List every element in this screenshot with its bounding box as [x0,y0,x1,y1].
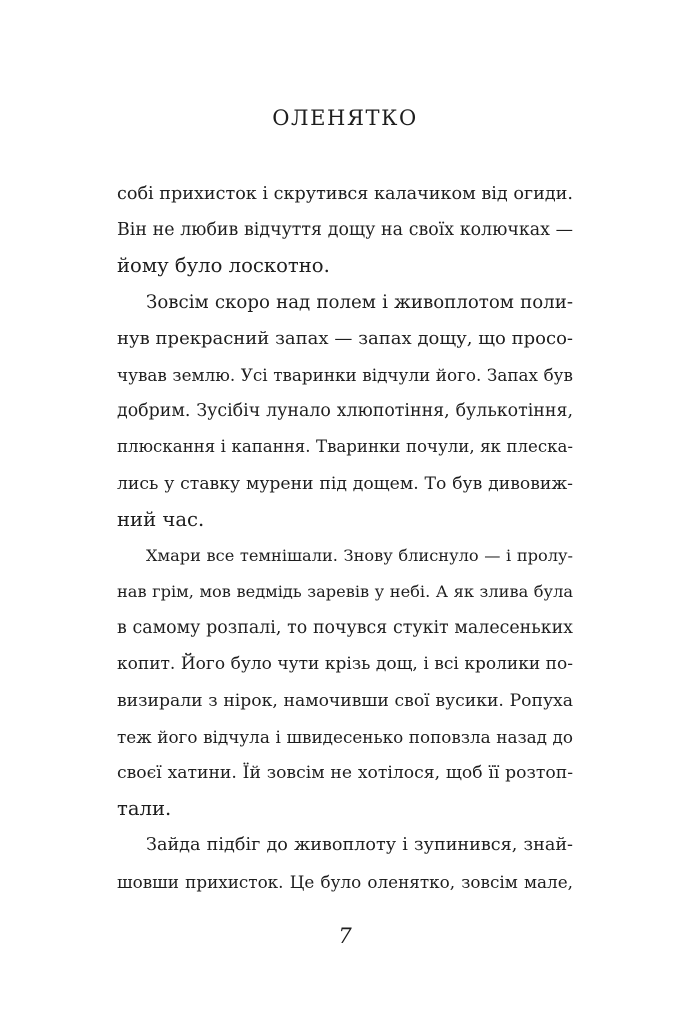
text-line: тали. [117,797,172,821]
text-line: добрим. Зусібіч лунало хлюпотіння, булькотіння, [117,401,573,422]
text-line: визирали з нірок, намочивши свої вусики. Ропуха [117,690,573,711]
text-line: теж його відчула і швидесенько поповзла назад до [117,726,573,747]
text-line: Хмари все темнішали. Знову блиснуло — і пролу- [146,545,573,565]
text-line: плюскання і капання. Тваринки почули, як плеска- [117,437,573,457]
text-line: своєї хатини. Їй зовсім не хотілося, щоб її розтоп- [117,763,573,783]
text-line: лись у ставку мурени під дощем. То був дивовиж- [117,473,573,494]
text-line: нув прекрасний запах — запах дощу, що просо- [117,327,573,349]
text-line: нав грім, мов ведмідь заревів у небі. А як злива була [117,582,573,602]
page-number: 7 [338,924,352,948]
text-line: копит. Його було чути крізь дощ, і всі кролики по- [117,654,573,675]
text-line: ний час. [117,507,205,531]
running-head: ОЛЕНЯТКО [272,106,418,130]
text-line: шовши прихисток. Це було оленятко, зовсім мале, [117,871,573,892]
text-line: Зовсім скоро над полем і живоплотом поли- [146,291,573,313]
text-line: Він не любив відчуття дощу на своїх колючках — [117,220,573,241]
text-line: йому було лоскотно. [117,254,330,278]
body-text [117,176,573,900]
text-line: чував землю. Усі тваринки відчули його. Запах був [117,364,573,385]
text-line: собі прихисток і скрутився калачиком від огиди. [117,184,573,204]
text-line: Зайда підбіг до живоплоту і зупинився, знай- [146,835,573,856]
text-line: в самому розпалі, то почувся стукіт малесеньких [117,618,573,639]
